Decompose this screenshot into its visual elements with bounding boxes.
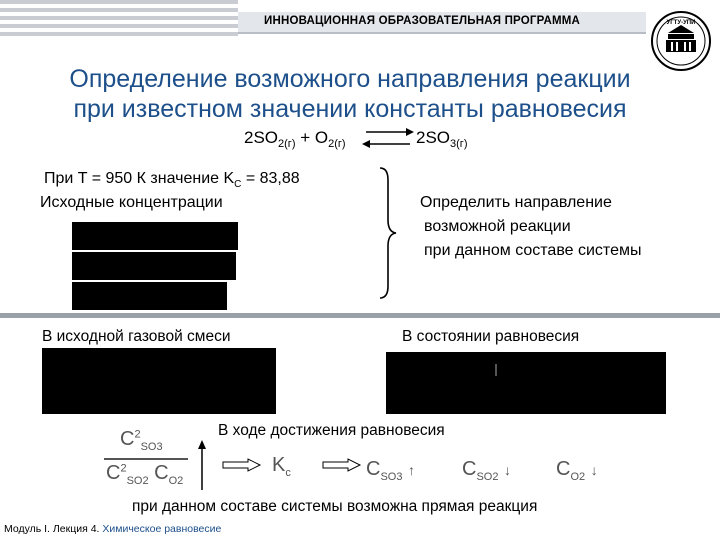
c-so3-trend: $C_{SO3}$ ↑ [366, 458, 416, 483]
concentration-box-3 [72, 282, 227, 310]
slide-title [20, 64, 680, 124]
hollow-arrow-2 [322, 458, 362, 472]
initial-label: Исходные концентрации [40, 194, 223, 211]
curly-brace [376, 166, 398, 300]
kc-symbol: $K_c$ [272, 454, 291, 479]
c-so2-trend: $C_{SO2}$ ↓ [462, 458, 512, 483]
equilibrium-box-mark [495, 364, 497, 376]
logo-text: УГТУ-УПИ [666, 20, 696, 26]
program-title: ИННОВАЦИОННАЯ ОБРАЗОВАТЕЛЬНАЯ ПРОГРАММА [264, 15, 581, 27]
initial-mix-label: В исходной газовой смеси [42, 328, 231, 345]
equation-left: $2SO_{2(г)} + O_{2(г)}$ [244, 128, 346, 150]
equilibrium-label: В состоянии равновесия [402, 328, 580, 345]
c-o2-trend: $C_{O2}$ ↓ [556, 458, 598, 483]
approach-label: В ходе достижения равновесия [218, 422, 445, 439]
equilibrium-arrows [362, 124, 414, 152]
task-line-3: при данном составе системы [424, 242, 642, 259]
formula-numerator: $C^2_{SO3}$ [120, 428, 163, 453]
conclusion-text: при данном составе системы возможна прямая реакция [132, 498, 538, 515]
equation-right: $2SO_{3(г)}$ [416, 128, 468, 150]
task-line-1: Определить направление [420, 194, 612, 211]
formula-denominator: $C^2_{SO2}$ $C_{O2}$ [106, 462, 184, 487]
concentration-box-1 [72, 222, 238, 250]
title-line-1: Определение возможного направления реакции [69, 65, 631, 93]
condition-text: При T = 950 К значение $K_C = 83,88$ [44, 170, 300, 191]
footer: Модуль I. Лекция 4. Химическое равновесие [4, 523, 222, 535]
header-stripes [0, 0, 238, 44]
hollow-arrow-1 [222, 458, 262, 472]
increase-arrow [196, 440, 208, 492]
concentration-box-2 [72, 252, 236, 280]
fraction-bar [104, 458, 188, 460]
task-line-2: возможной реакции [424, 218, 571, 235]
initial-mix-box [42, 348, 276, 414]
section-separator [0, 313, 720, 318]
equilibrium-box [386, 352, 666, 414]
title-line-2: при известном значении константы равновесия [73, 95, 627, 123]
university-logo [650, 10, 712, 72]
